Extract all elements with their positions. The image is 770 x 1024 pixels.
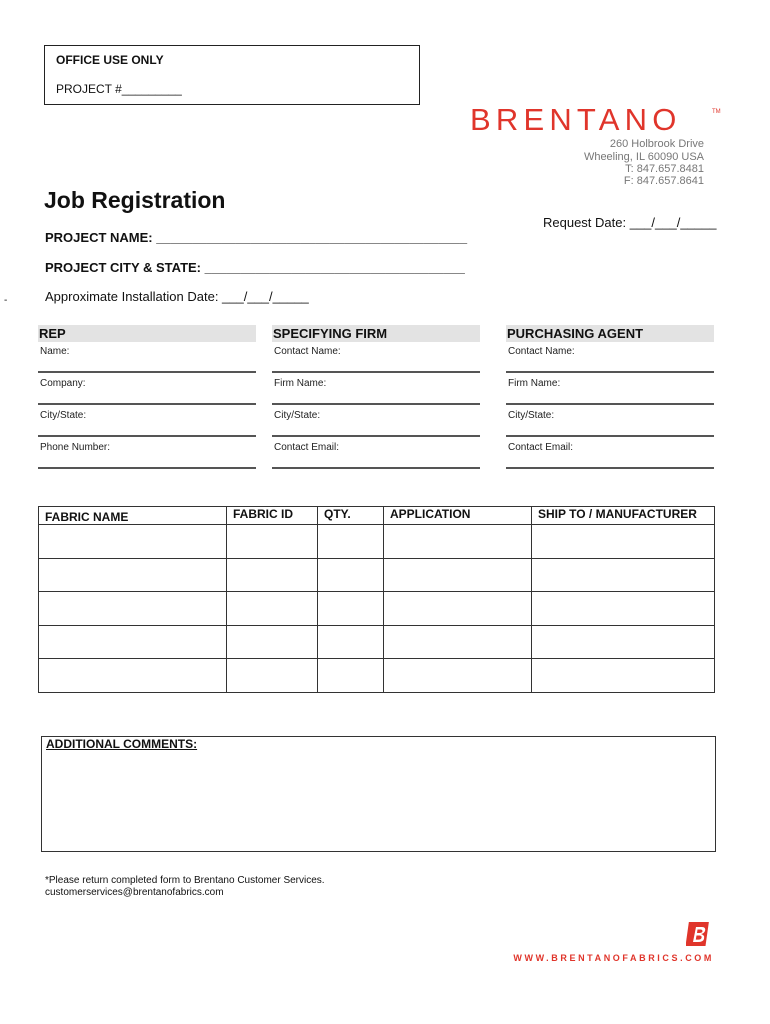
table-row [39, 592, 715, 626]
comments-box[interactable] [41, 736, 716, 852]
rep-company-line[interactable] [38, 403, 256, 405]
agent-firm-line[interactable] [506, 403, 714, 405]
project-number-field[interactable]: PROJECT #_________ [56, 82, 182, 96]
header-fabric-name: FABRIC NAME [39, 507, 227, 525]
table-row [39, 625, 715, 659]
table-row [39, 558, 715, 592]
table-cell[interactable] [532, 659, 715, 693]
table-cell[interactable] [318, 592, 384, 626]
agent-contact-line[interactable] [506, 371, 714, 373]
comments-label: ADDITIONAL COMMENTS: [46, 737, 198, 751]
address-phone: T: 847.657.8481 [625, 163, 704, 175]
table-cell[interactable] [39, 659, 227, 693]
table-cell[interactable] [227, 525, 318, 559]
table-cell[interactable] [384, 592, 532, 626]
table-cell[interactable] [318, 558, 384, 592]
table-cell[interactable] [384, 659, 532, 693]
table-cell[interactable] [39, 592, 227, 626]
firm-email-label: Contact Email: [274, 442, 340, 453]
project-city-state-field[interactable]: PROJECT CITY & STATE: ____________________________________ [45, 260, 465, 275]
specifying-firm-heading: SPECIFYING FIRM [272, 325, 480, 342]
rep-city-label: City/State: [40, 410, 87, 421]
project-name-field[interactable]: PROJECT NAME: ___________________________________________ [45, 230, 468, 245]
address-fax: F: 847.657.8641 [623, 175, 704, 187]
fabric-table [38, 506, 715, 693]
agent-city-line[interactable] [506, 435, 714, 437]
firm-city-label: City/State: [274, 410, 321, 421]
agent-email-line[interactable] [506, 467, 714, 469]
firm-email-line[interactable] [272, 467, 480, 469]
table-cell[interactable] [384, 525, 532, 559]
header-application: APPLICATION [384, 507, 532, 525]
table-cell[interactable] [318, 525, 384, 559]
table-cell[interactable] [532, 525, 715, 559]
agent-firm-label: Firm Name: [508, 378, 561, 389]
rep-name-label: Name: [40, 346, 70, 357]
table-cell[interactable] [227, 558, 318, 592]
header-qty: QTY. [318, 507, 384, 525]
table-cell[interactable] [318, 659, 384, 693]
firm-name-line[interactable] [272, 403, 480, 405]
purchasing-agent-heading: PURCHASING AGENT [506, 325, 714, 342]
trademark-mark: TM [712, 109, 721, 115]
website-link[interactable]: WWW.BRENTANOFABRICS.COM [513, 953, 714, 963]
table-cell[interactable] [384, 625, 532, 659]
address-city: Wheeling, IL 60090 USA [583, 151, 704, 163]
table-cell[interactable] [384, 558, 532, 592]
header-fabric-id: FABRIC ID [227, 507, 318, 525]
address-street: 260 Holbrook Drive [609, 138, 704, 150]
brentano-b-logo-icon [686, 921, 712, 947]
table-cell[interactable] [532, 625, 715, 659]
rep-heading: REP [38, 325, 256, 342]
table-cell[interactable] [227, 625, 318, 659]
rep-company-label: Company: [40, 378, 86, 389]
table-cell[interactable] [227, 592, 318, 626]
rep-phone-line[interactable] [38, 467, 256, 469]
margin-mark: - [4, 295, 8, 306]
rep-phone-label: Phone Number: [40, 442, 111, 453]
return-note: *Please return completed form to Brentano Customer Services. [45, 875, 325, 886]
header-ship-to: SHIP TO / MANUFACTURER [532, 507, 715, 525]
table-cell[interactable] [39, 558, 227, 592]
table-row [39, 659, 715, 693]
agent-city-label: City/State: [508, 410, 555, 421]
agent-email-label: Contact Email: [508, 442, 574, 453]
rep-city-line[interactable] [38, 435, 256, 437]
office-use-title: OFFICE USE ONLY [56, 53, 164, 67]
agent-contact-label: Contact Name: [508, 346, 575, 357]
table-cell[interactable] [39, 625, 227, 659]
table-cell[interactable] [227, 659, 318, 693]
brand-logo: BRENTANO [470, 102, 682, 137]
table-cell[interactable] [318, 625, 384, 659]
firm-contact-line[interactable] [272, 371, 480, 373]
request-date-field[interactable]: Request Date: ___/___/_____ [543, 215, 717, 230]
install-date-field[interactable]: Approximate Installation Date: ___/___/_____ [45, 289, 309, 304]
firm-contact-label: Contact Name: [274, 346, 341, 357]
footer-note [45, 875, 325, 899]
rep-name-line[interactable] [38, 371, 256, 373]
fabric-table-header [39, 507, 715, 525]
table-row [39, 525, 715, 559]
table-cell[interactable] [532, 558, 715, 592]
table-cell[interactable] [532, 592, 715, 626]
customer-service-email: customerservices@brentanofabrics.com [45, 887, 224, 898]
table-cell[interactable] [39, 525, 227, 559]
firm-city-line[interactable] [272, 435, 480, 437]
firm-name-label: Firm Name: [274, 378, 327, 389]
page-title: Job Registration [44, 187, 226, 213]
